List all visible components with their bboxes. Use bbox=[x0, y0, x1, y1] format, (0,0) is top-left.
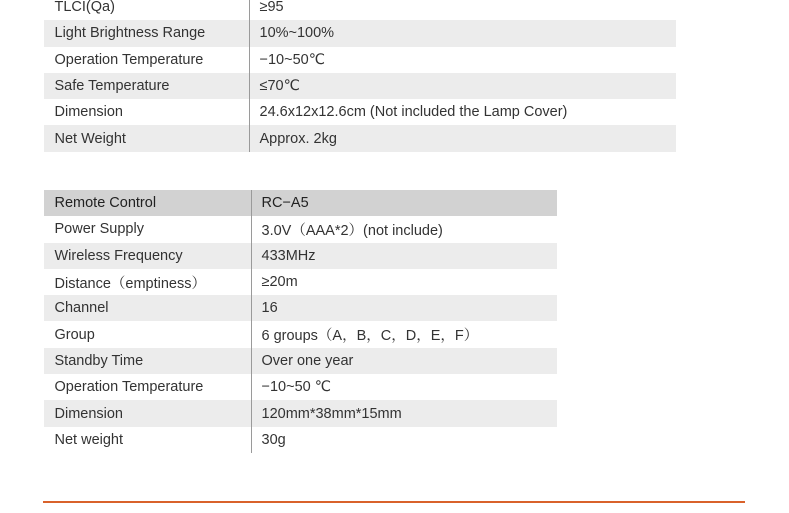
spec-label: Power Supply bbox=[54, 221, 144, 238]
spec-value: 6 groups（A，B，C，D，E，F） bbox=[251, 321, 557, 347]
spec-label: Net Weight bbox=[44, 125, 249, 151]
spec-label: Operation Temperature bbox=[54, 51, 204, 68]
section-divider-line bbox=[43, 501, 745, 503]
spec-value: ≥20m bbox=[251, 269, 557, 295]
spec-value: 433MHz bbox=[251, 243, 557, 269]
table-row bbox=[44, 400, 557, 426]
table-row bbox=[44, 427, 557, 453]
header-value: RC−A5 bbox=[251, 190, 557, 216]
spec-label: Dimension bbox=[54, 104, 123, 121]
table-row bbox=[44, 47, 676, 73]
remote-control-spec-table bbox=[44, 190, 557, 453]
spec-value: Approx. 2kg bbox=[249, 125, 676, 151]
table-row bbox=[44, 99, 676, 125]
spec-label: TLCI(Qa) bbox=[54, 0, 115, 16]
spec-label: Operation Temperature bbox=[54, 379, 204, 396]
spec-label: Safe Temperature bbox=[44, 73, 249, 99]
spec-value: 10%~100% bbox=[249, 20, 676, 46]
spec-value: 120mm*38mm*15mm bbox=[251, 400, 557, 426]
table-row bbox=[44, 125, 676, 151]
table-row bbox=[44, 216, 557, 242]
spec-label: Standby Time bbox=[44, 348, 251, 374]
spec-value: ≥95 bbox=[249, 0, 676, 20]
table-row bbox=[44, 269, 557, 295]
spec-value: −10~50 ℃ bbox=[251, 374, 557, 400]
spec-value: 16 bbox=[251, 295, 557, 321]
table-row bbox=[44, 321, 557, 347]
spec-label: Light Brightness Range bbox=[44, 20, 249, 46]
spec-value: −10~50℃ bbox=[249, 47, 676, 73]
spec-value: 3.0V（AAA*2）(not include) bbox=[251, 216, 557, 242]
spec-label: Distance（emptiness） bbox=[54, 275, 206, 292]
product-spec-table bbox=[44, 0, 676, 152]
table-row bbox=[44, 0, 676, 20]
table-row bbox=[44, 374, 557, 400]
table-row bbox=[44, 73, 676, 99]
table-header-row bbox=[44, 190, 557, 216]
table-row bbox=[44, 20, 676, 46]
spec-value: ≤70℃ bbox=[249, 73, 676, 99]
table-row bbox=[44, 348, 557, 374]
spec-value: Over one year bbox=[251, 348, 557, 374]
spec-label: Net weight bbox=[54, 431, 124, 448]
spec-label: Dimension bbox=[44, 400, 251, 426]
table-row bbox=[44, 243, 557, 269]
spec-value: 24.6x12x12.6cm (Not included the Lamp Cover) bbox=[249, 99, 676, 125]
spec-label: Group bbox=[54, 326, 95, 343]
spec-label: Channel bbox=[44, 295, 251, 321]
header-label: Remote Control bbox=[44, 190, 251, 216]
spec-value: 30g bbox=[251, 427, 557, 453]
spec-label: Wireless Frequency bbox=[44, 243, 251, 269]
table-row bbox=[44, 295, 557, 321]
